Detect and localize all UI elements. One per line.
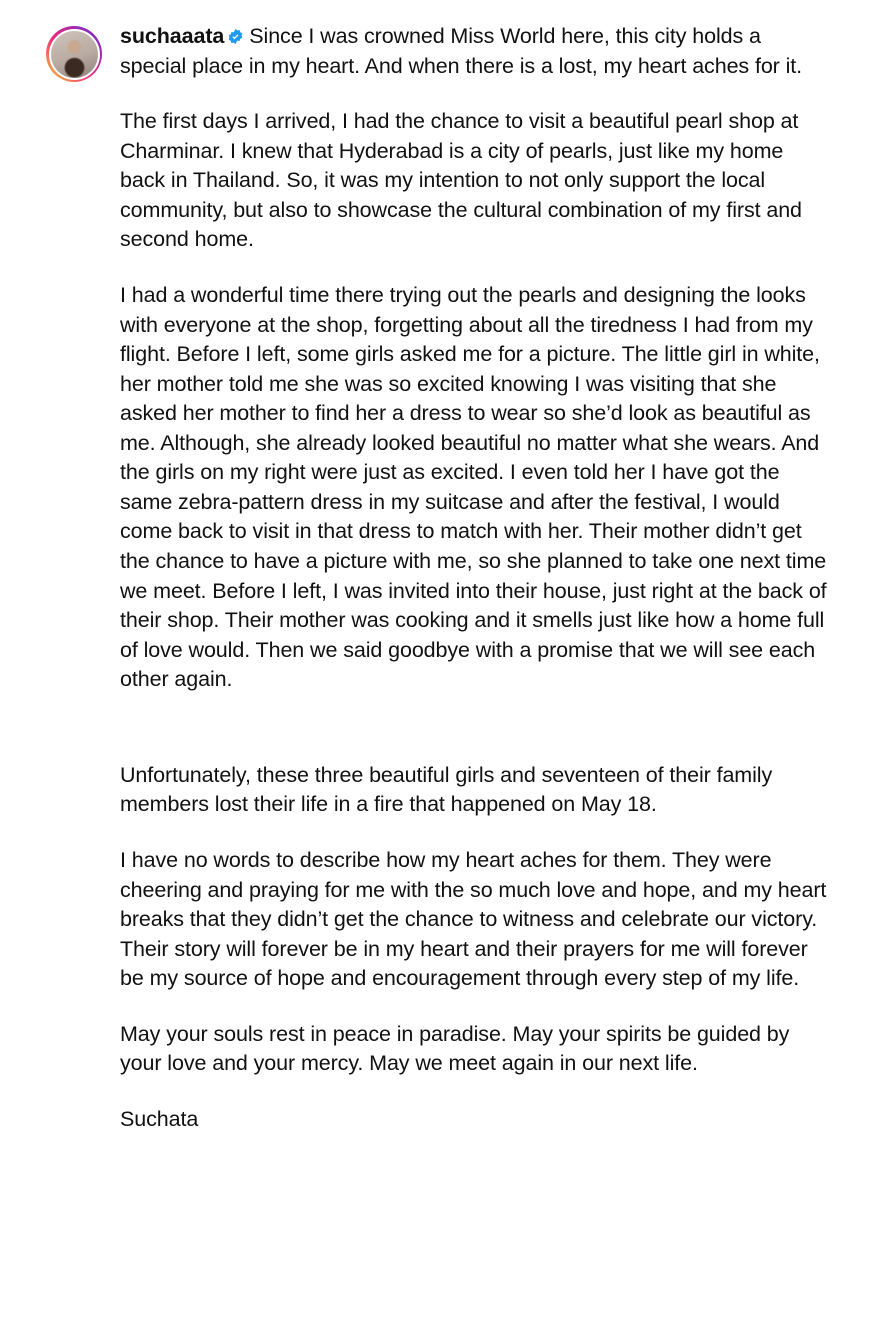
caption-paragraph-6: May your souls rest in peace in paradise. May your spirits be guided by your love and your mercy. May we meet again in our next life.: [120, 1021, 790, 1076]
username-link[interactable]: suchaaata: [120, 24, 225, 48]
caption-paragraph-3: I had a wonderful time there trying out the pearls and designing the looks with everyone at the shop, forgetting about all the tiredness I had from my flight. Before I left, some girls asked me for a picture. The little girl in white, her mother told me she was so excited knowing I was visiting that she asked her mother to find her a dress to wear so she’d look as beautiful as me. Although, she already looked beautiful no matter what she wears. And the girls on my right were just as excited. I even told her I have got the same zebra-pattern dress in my suitcase and after the festival, I would come back to visit in that dress to match with her. Their mother didn’t get the chance to have a picture with me, so she planned to take one next time we meet. Before I left, I was invited into their house, just right at the back of their shop. Their mother was cooking and it smells just like how a home full of love would. Then we said goodbye with a promise that we will see each other again.: [120, 282, 827, 692]
caption-paragraph-4: Unfortunately, these three beautiful girls and seventeen of their family members lost their life in a fire that happened on May 18.: [120, 762, 773, 817]
caption-signature: Suchata: [120, 1106, 199, 1131]
avatar[interactable]: [46, 26, 102, 82]
caption-blank-line: [120, 721, 832, 761]
caption-text-block: [120, 22, 832, 1134]
caption-paragraph-2: The first days I arrived, I had the chance to visit a beautiful pearl shop at Charminar. I knew that Hyderabad is a city of pearls, just like my home back in Thailand. So, it was my intention to not only support the local community, but also to showcase the cultural combination of my first and second home.: [120, 109, 802, 252]
verified-badge-icon: [227, 24, 244, 41]
caption-paragraph-1-text: Since I was crowned Miss World here, this city holds a special place in my heart. And when there is a lost, my heart aches for it.: [120, 24, 803, 78]
avatar-photo: [51, 31, 98, 78]
avatar-image: [49, 29, 100, 80]
caption-paragraph-5: I have no words to describe how my heart aches for them. They were cheering and praying for me with the so much love and hope, and my heart breaks that they didn’t get the chance to witness and celebrate our victory. Their story will forever be in my heart and their prayers for me will forever be my source of hope and encouragement through every step of my life.: [120, 847, 827, 991]
caption-paragraph-1: [120, 22, 832, 81]
